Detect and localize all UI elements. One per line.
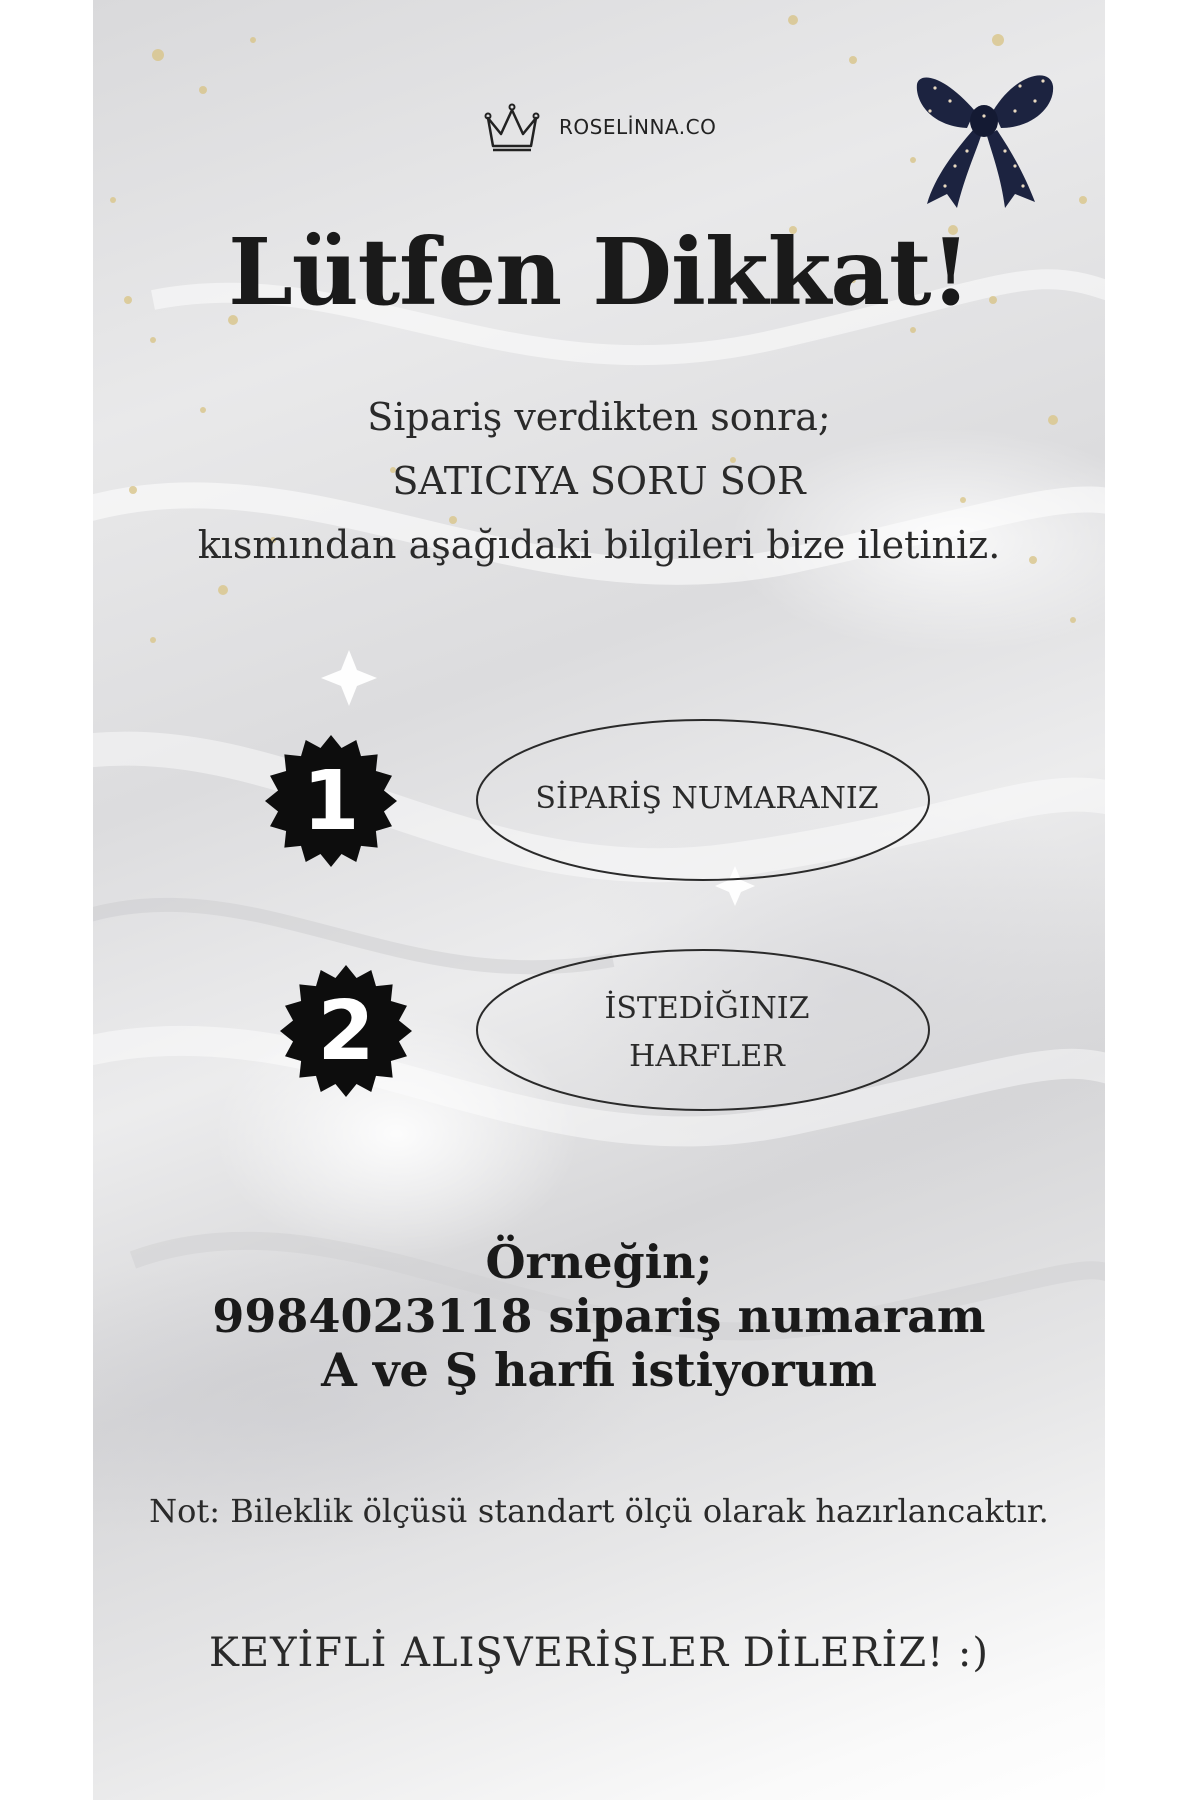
step-label	[477, 775, 937, 823]
info-card	[93, 0, 1105, 1800]
farewell-text: KEYİFLİ ALIŞVERİŞLER DİLERİZ! :)	[209, 1630, 989, 1676]
step-label-line: SİPARİŞ NUMARANIZ	[535, 781, 879, 816]
step-desired-letters	[278, 945, 958, 1125]
example-text	[93, 1235, 1105, 1397]
step-label-line: İSTEDİĞINIZ	[604, 991, 810, 1026]
brand-logo	[483, 100, 716, 154]
example-line: 9984023118 sipariş numaram	[212, 1289, 986, 1343]
brand-name: ROSELİNNA.CO	[559, 115, 717, 139]
step-label-line: HARFLER	[629, 1039, 785, 1074]
intro-line: SATICIYA SORU SOR	[392, 459, 806, 503]
number-badge	[278, 963, 414, 1099]
page-title: Lütfen Dikkat!	[228, 218, 970, 326]
intro-line: kısmından aşağıdaki bilgileri bize iletiniz.	[197, 523, 1001, 567]
step-number: 2	[317, 983, 375, 1079]
example-line: Örneğin;	[485, 1235, 713, 1289]
bow-icon	[915, 66, 1055, 211]
crown-icon	[483, 100, 541, 154]
intro-text	[93, 385, 1105, 577]
step-order-number	[263, 715, 943, 895]
number-badge	[263, 733, 399, 869]
step-number: 1	[302, 753, 360, 849]
step-label	[477, 985, 937, 1081]
note-text: Not: Bileklik ölçüsü standart ölçü olarak hazırlancaktır.	[149, 1492, 1049, 1530]
example-line: A ve Ş harfi istiyorum	[321, 1343, 877, 1397]
intro-line: Sipariş verdikten sonra;	[367, 395, 831, 439]
